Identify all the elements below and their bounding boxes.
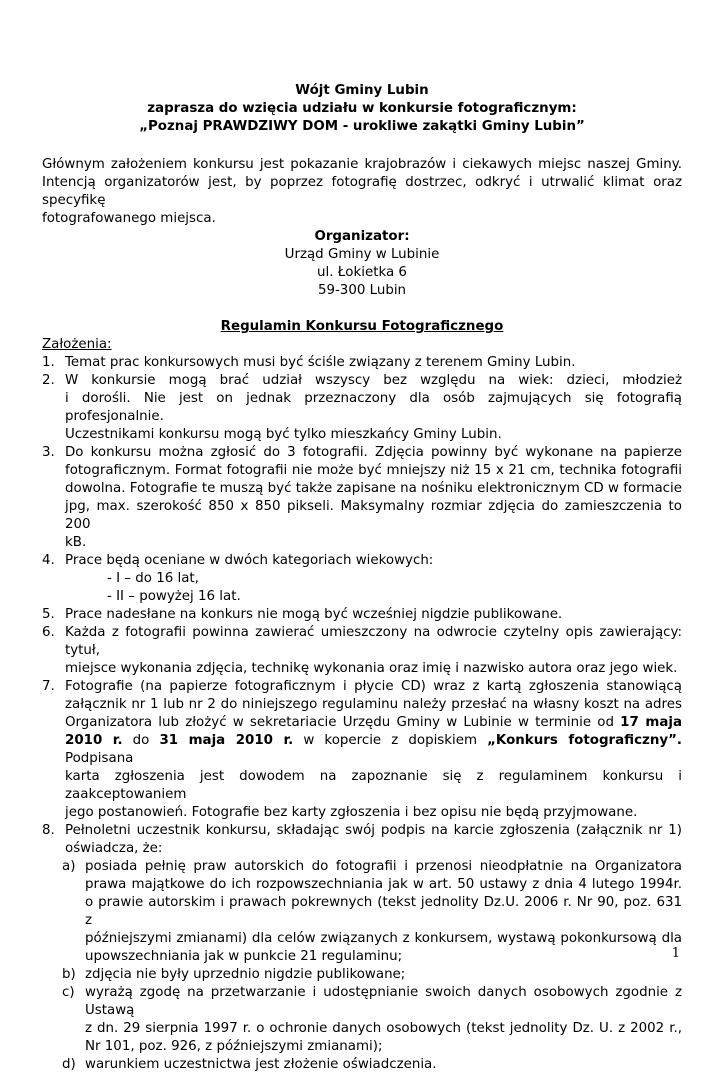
declaration-line: posiada pełnię praw autorskich do fotografii i przenosi nieodpłatnie na Organizatora <box>85 859 682 874</box>
rule-line: Prace nadesłane na konkurs nie mogą być wcześniej nigdzie publikowane. <box>65 607 563 622</box>
declaration-line: zdjęcia nie były uprzednio nigdzie publikowane; <box>85 967 406 982</box>
rule-line <box>65 732 682 768</box>
start-date: 17 maja <box>620 715 682 730</box>
declaration-a <box>42 858 682 966</box>
declaration-c <box>42 984 682 1056</box>
organizer-city: 59-300 Lubin <box>317 283 407 298</box>
age-category: - I – do 16 lat, <box>107 571 199 586</box>
rule-line: miejsce wykonania zdjęcia, technikę wykonania oraz imię i nazwisko autora oraz jego wiek. <box>65 661 678 676</box>
declaration-label: c) <box>62 985 75 1000</box>
rules-title: Regulamin Konkursu Fotograficznego <box>220 319 504 334</box>
declaration-line: Nr 101, poz. 926, z późniejszymi zmianami); <box>85 1039 383 1054</box>
rule-item-2 <box>42 372 682 444</box>
rule-line: fotograficznym. Format fotografii nie może być mniejszy niż 15 x 21 cm, technika fotografii <box>65 463 682 478</box>
signed-text: Podpisana <box>65 751 134 766</box>
rule-line: Prace będą oceniane w dwóch kategoriach wiekowych: <box>65 553 434 568</box>
organizer-street: ul. Łokietka 6 <box>317 265 407 280</box>
declaration-d <box>42 1056 682 1074</box>
submission-text: Organizatora lub złożyć w sekretariacie Urzędu Gminy w Lubinie w terminie od <box>65 715 621 730</box>
intro-paragraph <box>42 156 682 228</box>
rule-line: jpg, max. szerokość 850 x 850 pikseli. Maksymalny rozmiar zdjęcia do zamieszczenia to 200 <box>65 499 682 532</box>
header-title: Wójt Gminy Lubin <box>295 83 429 98</box>
rule-item-6 <box>42 624 682 678</box>
rule-line: Do konkursu można zgłosić do 3 fotografii. Zdjęcia powinny być wykonane na papierze <box>65 445 682 460</box>
rule-number: 4. <box>42 553 55 568</box>
declaration-b <box>42 966 682 984</box>
rule-item-7 <box>42 678 682 822</box>
rule-number: 6. <box>42 625 55 640</box>
rule-line: Temat prac konkursowych musi być ściśle związany z terenem Gminy Lubin. <box>65 355 576 370</box>
envelope-text: w kopercie z dopiskiem <box>293 733 488 748</box>
rule-number: 3. <box>42 445 55 460</box>
rule-line: i dorośli. Nie jest on jednak przeznaczony dla osób zajmujących się fotografią profesjonalnie. <box>65 391 682 424</box>
intro-line: fotografowanego miejsca. <box>42 211 216 226</box>
declaration-line: późniejszymi zmianami) dla celów związanych z konkursem, wystawą pokonkursową dla <box>85 931 682 946</box>
rule-line: Każda z fotografii powinna zawierać umieszczony na odwrocie czytelny opis zawierający: tytuł, <box>65 625 682 658</box>
date-connector: do <box>122 733 160 748</box>
declaration-label: d) <box>62 1057 76 1072</box>
rule-line: jego postanowień. Fotografie bez karty zgłoszenia i bez opisu nie będą przyjmowane. <box>65 805 638 820</box>
declaration-label: a) <box>62 859 76 874</box>
declaration-line: o prawie autorskim i prawach pokrewnych (tekst jednolity Dz.U. 2006 r. Nr 90, poz. 631 z <box>85 895 682 928</box>
rule-item-8 <box>42 822 682 858</box>
rule-line: dowolna. Fotografie te muszą być także zapisane na nośniku elektronicznym CD w formacie <box>65 481 682 496</box>
rule-line: karta zgłoszenia jest dowodem na zapoznanie się z regulaminem konkursu i zaakceptowaniem <box>65 769 682 802</box>
rule-line: Fotografie (na papierze fotograficznym i płycie CD) wraz z kartą zgłoszenia stanowiącą <box>65 679 682 694</box>
document-header <box>42 82 682 136</box>
rule-number: 5. <box>42 607 55 622</box>
page-number: 1 <box>671 946 680 961</box>
rule-line: kB. <box>65 535 87 550</box>
rule-number: 8. <box>42 823 55 838</box>
declaration-line: wyrażą zgodę na przetwarzanie i udostępnianie swoich danych osobowych zgodnie z Ustawą <box>85 985 682 1018</box>
rule-line: Pełnoletni uczestnik konkursu, składając swój podpis na karcie zgłoszenia (załącznik nr 1) <box>65 823 682 838</box>
rule-line <box>65 714 682 732</box>
rule-number: 7. <box>42 679 55 694</box>
rule-item-1 <box>42 354 682 372</box>
header-invitation: zaprasza do wzięcia udziału w konkursie fotograficznym: <box>147 101 577 116</box>
rule-line: załącznik nr 1 lub nr 2 do niniejszego regulaminu należy przesłać na własny koszt na adres <box>65 697 682 712</box>
declaration-line: upowszechniania jak w punkcie 21 regulaminu; <box>85 949 403 964</box>
rule-item-5 <box>42 606 682 624</box>
declaration-line: z dn. 29 sierpnia 1997 r. o ochronie danych osobowych (tekst jednolity Dz. U. z 2002 r., <box>85 1021 682 1036</box>
rule-line: oświadcza, że: <box>65 841 163 856</box>
rule-number: 2. <box>42 373 55 388</box>
rule-number: 1. <box>42 355 55 370</box>
organizer-name: Urząd Gminy w Lubinie <box>284 247 440 262</box>
rules-subtitle: Założenia: <box>42 337 112 352</box>
declaration-line: warunkiem uczestnictwa jest złożenie oświadczenia. <box>85 1057 437 1072</box>
intro-line: Intencją organizatorów jest, by poprzez fotografię dostrzec, odkryć i utrwalić klimat oraz specyfikę <box>42 175 682 208</box>
rule-line: Uczestnikami konkursu mogą być tylko mieszkańcy Gminy Lubin. <box>65 427 502 442</box>
declaration-line: prawa majątkowe do ich rozpowszechniania jak w art. 50 ustawy z dnia 4 lutego 1994r. <box>85 877 682 892</box>
end-date: 31 maja 2010 r. <box>159 733 294 748</box>
age-category: - II – powyżej 16 lat. <box>107 589 241 604</box>
rule-item-4 <box>42 552 682 606</box>
rule-item-3 <box>42 444 682 552</box>
envelope-label: „Konkurs fotograficzny”. <box>487 733 682 748</box>
organizer-block <box>42 228 682 300</box>
header-contest-name: „Poznaj PRAWDZIWY DOM - urokliwe zakątki Gminy Lubin” <box>139 119 585 134</box>
declaration-label: b) <box>62 967 76 982</box>
start-date-year: 2010 r. <box>65 733 123 748</box>
intro-line: Głównym założeniem konkursu jest pokazanie krajobrazów i ciekawych miejsc naszej Gminy. <box>42 157 682 172</box>
organizer-heading: Organizator: <box>314 229 410 244</box>
rule-line: W konkursie mogą brać udział wszyscy bez względu na wiek: dzieci, młodzież <box>65 373 682 388</box>
